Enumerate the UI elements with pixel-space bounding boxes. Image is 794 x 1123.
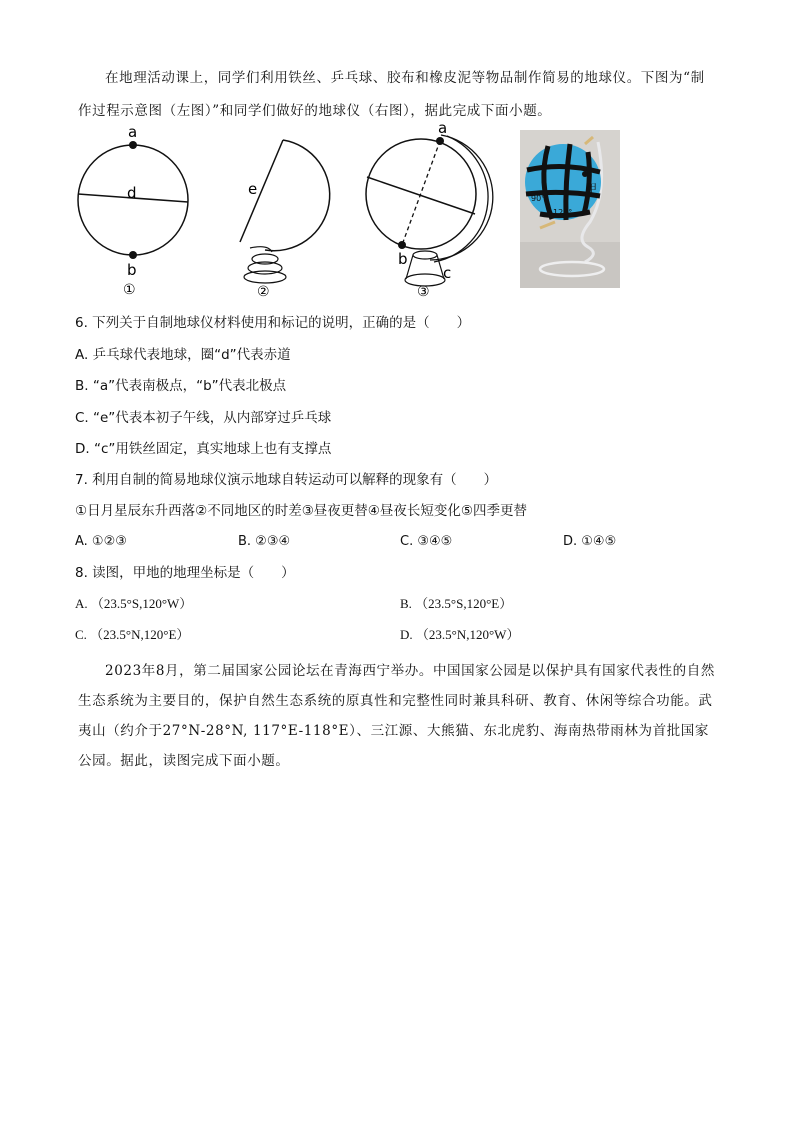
photo-label-90: 90° xyxy=(531,194,546,203)
q7-items: ①日月星辰东升西落②不同地区的时差③昼夜更替④昼夜长短变化⑤四季更替 xyxy=(75,503,528,519)
meridian-arc-ring-outer xyxy=(434,136,488,262)
q6-option-a[interactable]: A. 乒乓球代表地球，圈“d”代表赤道 xyxy=(75,347,291,363)
q7-stem: 7. 利用自制的简易地球仪演示地球自转运动可以解释的现象有（ ） xyxy=(75,472,498,488)
label-b: b xyxy=(127,261,137,279)
photo-label-120: 120° xyxy=(553,208,573,217)
caption-2: ② xyxy=(257,284,270,297)
caption-3: ③ xyxy=(417,284,430,297)
q8-stem: 8. 读图，甲地的地理坐标是（ ） xyxy=(75,565,295,581)
half-ball-arc xyxy=(265,140,330,251)
photo-label-jia: 甲 xyxy=(586,182,597,195)
axis-e-line xyxy=(240,140,283,242)
q7-option-c[interactable]: C. ③④⑤ xyxy=(400,534,453,549)
stand-base xyxy=(405,251,445,286)
figure-1 xyxy=(78,123,188,297)
figure-3 xyxy=(366,122,493,297)
q6-option-c[interactable]: C. “e”代表本初子午线，从内部穿过乒乓球 xyxy=(75,410,332,426)
equator-line xyxy=(367,177,475,214)
intro-paragraph-2: 2023年8月，第二届国家公园论坛在青海西宁举办。中国国家公园是以保护具有国家代表性的自然生态系统为主要目的，保护自然生态系统的原真性和完整性同时兼具科研、教育、休闲等综合功能。武夷山（约介于27°N-28°N, 117°E-118°E）、三江源、大熊猫、东北虎豹、海南热带雨林为首批国家公园。据此，读图完成下面小题。 xyxy=(78,663,715,769)
q6-stem: 6. 下列关于自制地球仪材料使用和标记的说明，正确的是（ ） xyxy=(75,315,471,331)
intro-paragraph-1: 在地理活动课上，同学们利用铁丝、乒乓球、胶布和橡皮泥等物品制作简易的地球仪。下图为“制作过程示意图（左图）”和同学们做好的地球仪（右图），据此完成下面小题。 xyxy=(78,70,705,119)
meridian-arc-ring xyxy=(430,135,493,260)
globe-making-figure xyxy=(0,122,794,297)
caption-1: ① xyxy=(123,282,136,297)
point-b-dot xyxy=(398,241,406,249)
point-b-dot xyxy=(129,251,137,259)
q7-option-a[interactable]: A. ①②③ xyxy=(75,534,127,549)
label-e: e xyxy=(248,180,258,198)
point-a-dot xyxy=(129,141,137,149)
q8-option-a[interactable]: A. （23.5°S,120°W） xyxy=(75,596,193,611)
q8-option-c[interactable]: C. （23.5°N,120°E） xyxy=(75,627,190,642)
label-d: d xyxy=(127,184,137,202)
q8-option-b[interactable]: B. （23.5°S,120°E） xyxy=(400,596,513,611)
globe-photo xyxy=(520,130,620,288)
q6-option-b[interactable]: B. “a”代表南极点，“b”代表北极点 xyxy=(75,378,287,394)
q8-option-d[interactable]: D. （23.5°N,120°W） xyxy=(400,627,520,642)
q7-option-b[interactable]: B. ②③④ xyxy=(238,534,291,549)
axis-dashed-line xyxy=(402,141,440,245)
q6-option-d[interactable]: D. “c”用铁丝固定，真实地球上也有支撑点 xyxy=(75,441,332,457)
label-a: a xyxy=(128,123,138,141)
clay-stand-spiral xyxy=(244,247,286,283)
label-a: a xyxy=(438,122,448,137)
figure-2 xyxy=(240,140,330,297)
label-c: c xyxy=(443,264,452,282)
label-b: b xyxy=(398,250,408,268)
q7-option-d[interactable]: D. ①④⑤ xyxy=(563,534,617,549)
point-a-dot xyxy=(436,137,444,145)
